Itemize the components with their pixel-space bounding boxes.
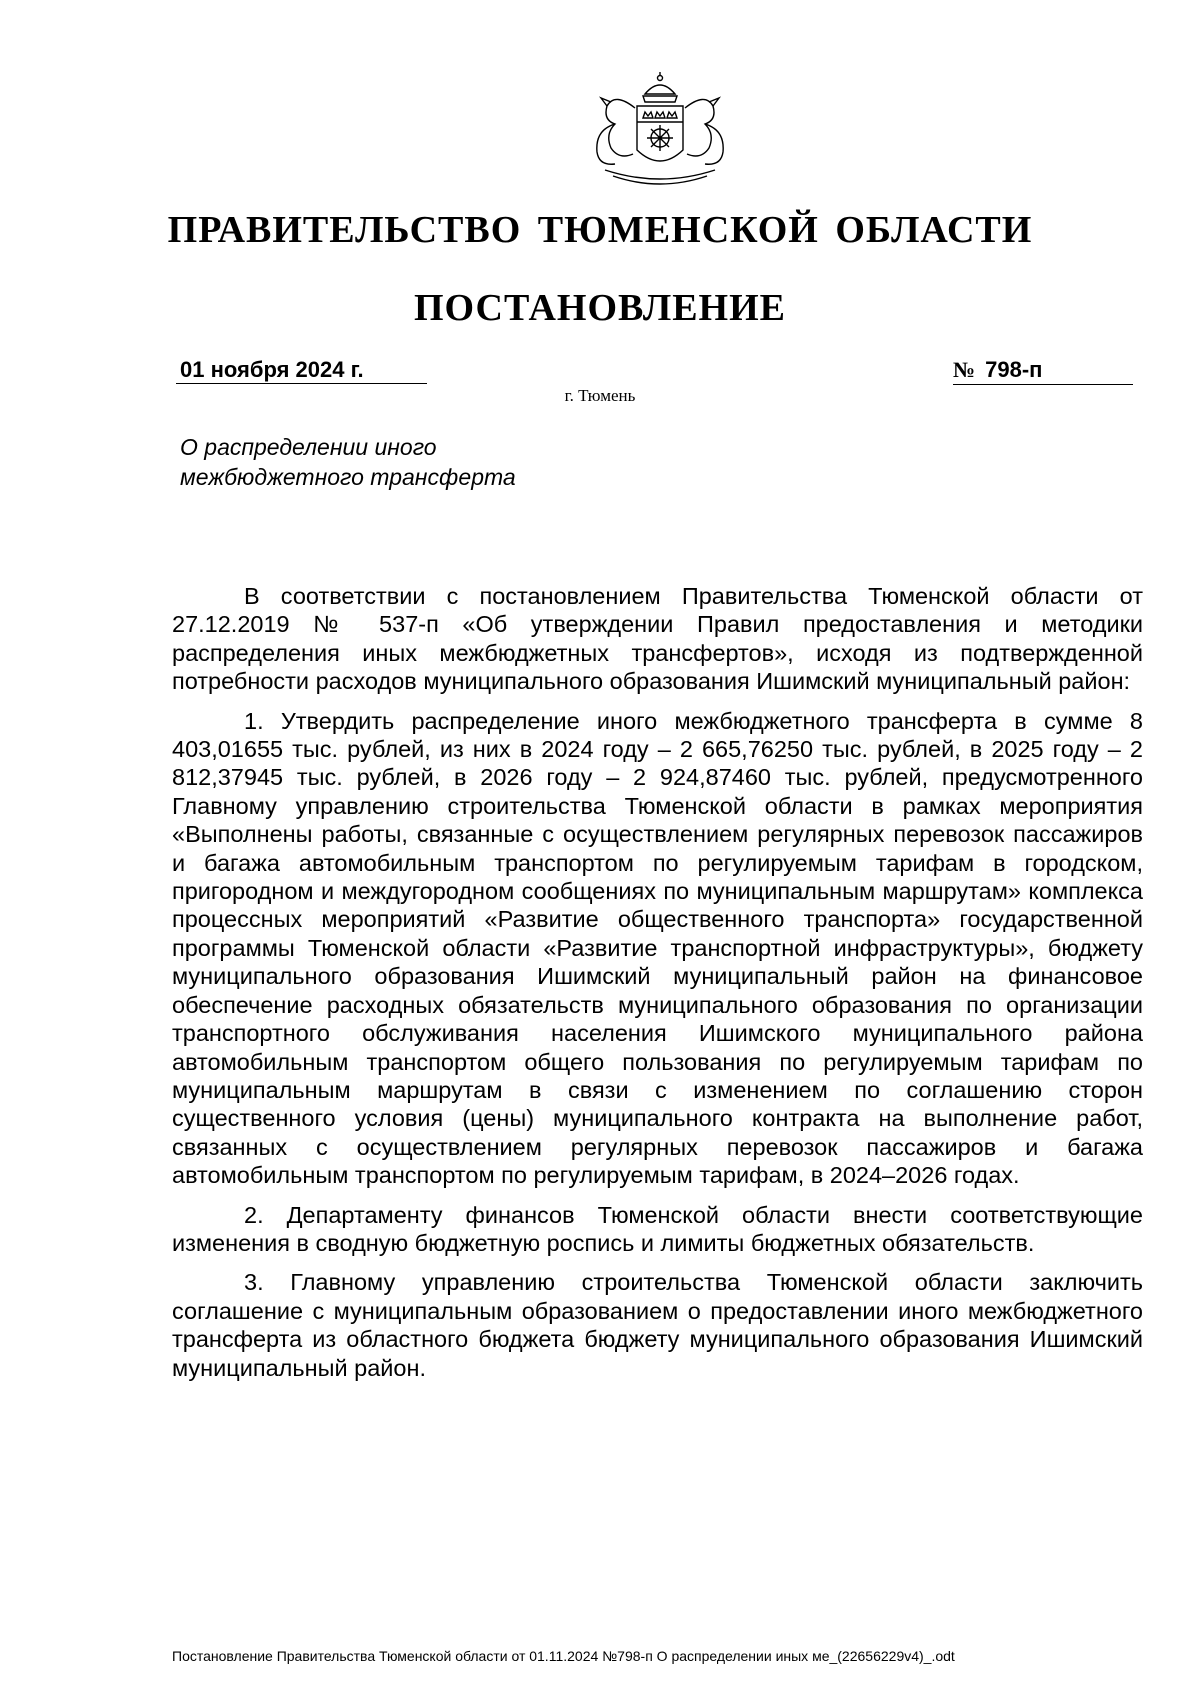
document-subject [180,432,700,492]
document-number-field [953,356,1133,385]
document-city: г. Тюмень [564,386,636,405]
subject-line-1: О распределении иного [180,434,437,460]
government-title: ПРАВИТЕЛЬСТВО ТЮМЕНСКОЙ ОБЛАСТИ [167,209,1033,251]
page-footer: Постановление Правительства Тюменской области от 01.11.2024 №798-п О распределении иных ме_(22656229v4)_.odt [172,1648,955,1664]
clause-1-paragraph: 1. Утвердить распределение иного межбюджетного трансферта в сумме 8 403,01655 тыс. рублей, из них в 2024 году – 2 665,76250 тыс. рублей, в 2025 году – 2 812,37945 тыс. рублей, в 2026 году – 2 924,87460 тыс. рублей, предусмотренного Главному управлению строительства Тюменской области в рамках мероприятия «Выполнены работы, связанные с осуществлением регулярных перевозок пассажиров и багажа автомобильным транспортом по регулируемым тарифам в городском, пригородном и междугородном сообщениях по муниципальным маршрутам» комплекса процессных мероприятий «Развитие общественного транспорта» государственной программы Тюменской области «Развитие транспортной инфраструктуры», бюджету муниципального образования Ишимский муниципальный район на финансовое обеспечение расходных обязательств муниципального образования по организации транспортного обслуживания населения Ишимского муниципального района автомобильным транспортом общего пользования по регулируемым тарифам по муниципальным маршрутам в связи с изменением по соглашению сторон существенного условия (цены) муниципального контракта на выполнение работ, связанных с осуществлением регулярных перевозок пассажиров и багажа автомобильным транспортом по регулируемым тарифам, в 2024–2026 годах. [172,707,1143,1189]
preamble-paragraph: В соответствии с постановлением Правительства Тюменской области от 27.12.2019 № 537-п «Об утверждении Правил предоставления и методики распределения иных межбюджетных трансфертов», исходя из подтвержденной потребности расходов муниципального образования Ишимский муниципальный район: [172,583,1143,695]
subject-line-2: межбюджетного трансферта [180,464,516,490]
clause-3-paragraph: 3. Главному управлению строительства Тюменской области заключить соглашение с муниципальным образованием о предоставлении иного межбюджетного трансферта из областного бюджета бюджету муниципального образования Ишимский муниципальный район. [172,1269,1143,1381]
clause-2-paragraph: 2. Департаменту финансов Тюменской области внести соответствующие изменения в сводную бюджетную роспись и лимиты бюджетных обязательств. [172,1201,1143,1256]
document-date: 01 ноября 2024 г. [176,356,427,384]
number-sign: № [953,357,976,382]
document-body [172,582,1143,1393]
document-type-heading: ПОСТАНОВЛЕНИЕ [413,287,787,329]
document-number: 798-п [985,357,1043,382]
coat-of-arms-icon [585,72,735,192]
